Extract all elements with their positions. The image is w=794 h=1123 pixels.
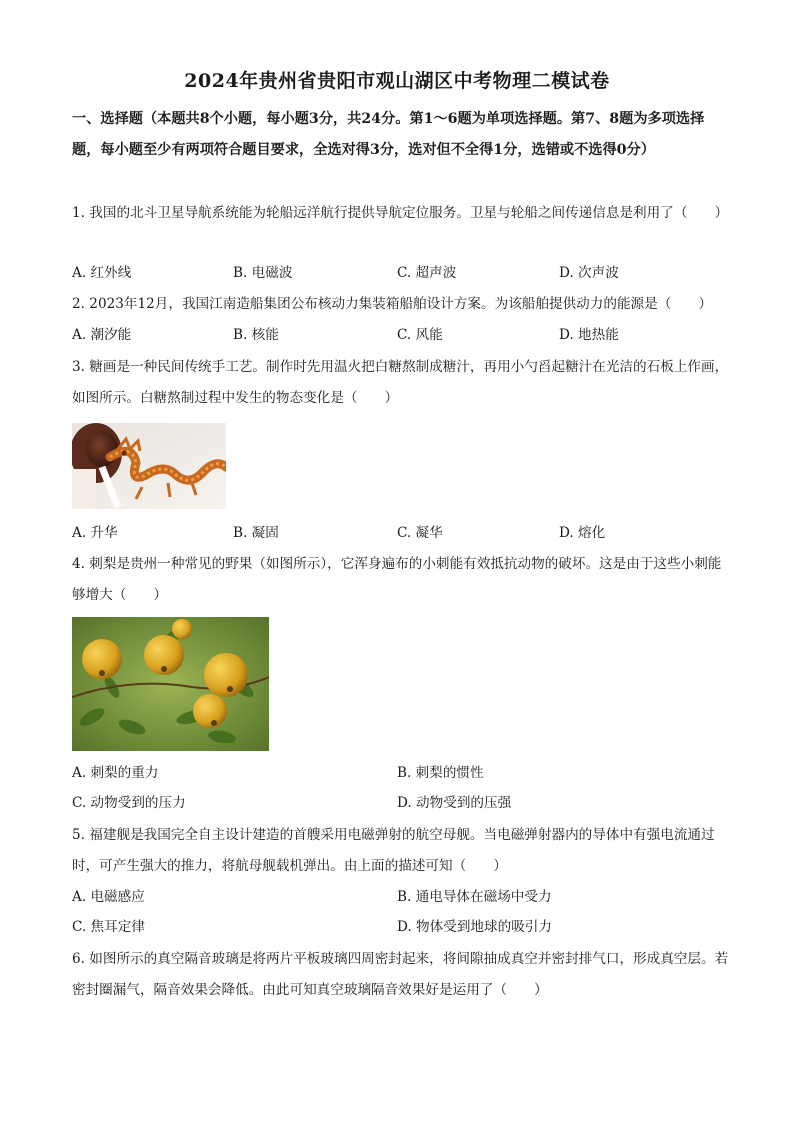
- q1-option-a[interactable]: A. 红外线: [72, 265, 132, 281]
- q1-option-c[interactable]: C. 超声波: [397, 265, 457, 281]
- q1-option-d[interactable]: D. 次声波: [559, 265, 619, 281]
- q2-option-c[interactable]: C. 风能: [397, 327, 443, 343]
- question-1-stem: 1. 我国的北斗卫星导航系统能为轮船远洋航行提供导航定位服务。卫星与轮船之间传递信息是利用了（ ）: [72, 205, 729, 221]
- q5-option-d[interactable]: D. 物体受到地球的吸引力: [397, 919, 552, 935]
- q1-option-b[interactable]: B. 电磁波: [233, 265, 293, 281]
- q2-option-a[interactable]: A. 潮汐能: [72, 327, 132, 343]
- section-heading-choice: 一、选择题（本题共8个小题，每小题3分，共24分。第1～6题为单项选择题。第7、8题为多项选择题，每小题至少有两项符合题目要求，全选对得3分，选对但不全得1分，选错或不选得0分）: [72, 111, 705, 158]
- q2-option-b[interactable]: B. 核能: [233, 327, 279, 343]
- question-4-options-row-2: [72, 788, 732, 819]
- q3-option-d[interactable]: D. 熔化: [559, 525, 606, 541]
- question-5-stem: 5. 福建舰是我国完全自主设计建造的首艘采用电磁弹射的航空母舰。当电磁弹射器内的导体中有强电流通过时，可产生强大的推力，将航母舰载机弹出。由上面的描述可知（ ）: [72, 827, 715, 874]
- q4-option-a[interactable]: A. 刺梨的重力: [72, 765, 159, 781]
- question-2-stem: 2. 2023年12月，我国江南造船集团公布核动力集装箱船舶设计方案。为该船舶提供动力的能源是（ ）: [72, 296, 713, 312]
- q3-option-b[interactable]: B. 凝固: [233, 525, 279, 541]
- q5-option-c[interactable]: C. 焦耳定律: [72, 919, 145, 935]
- rosa-roxburghii-image: [72, 617, 269, 751]
- q2-option-d[interactable]: D. 地热能: [559, 327, 619, 343]
- q5-option-b[interactable]: B. 通电导体在磁场中受力: [397, 889, 552, 905]
- question-2-options: [72, 320, 732, 351]
- q3-option-c[interactable]: C. 凝华: [397, 525, 443, 541]
- question-4-options-row-1: [72, 758, 732, 789]
- question-4-stem: 4. 刺梨是贵州一种常见的野果（如图所示），它浑身遍布的小刺能有效抵抗动物的破坏。这是由于这些小刺能够增大（ ）: [72, 556, 722, 603]
- question-5-options-row-1: [72, 882, 732, 913]
- question-3-options: [72, 518, 732, 549]
- question-6-stem: 6. 如图所示的真空隔音玻璃是将两片平板玻璃四周密封起来，将间隙抽成真空并密封排气口，形成真空层。若密封圈漏气，隔音效果会降低。由此可知真空玻璃隔音效果好是运用了（ ）: [72, 951, 729, 998]
- question-3-stem: 3. 糖画是一种民间传统手工艺。制作时先用温火把白糖熬制成糖汁，再用小勺舀起糖汁在光洁的石板上作画，如图所示。白糖熬制过程中发生的物态变化是（ ）: [72, 359, 729, 406]
- sugar-painting-image: [72, 423, 226, 509]
- q4-option-b[interactable]: B. 刺梨的惯性: [397, 765, 484, 781]
- question-1-options: [72, 258, 732, 289]
- q4-option-c[interactable]: C. 动物受到的压力: [72, 795, 186, 811]
- q5-option-a[interactable]: A. 电磁感应: [72, 889, 145, 905]
- q3-option-a[interactable]: A. 升华: [72, 525, 118, 541]
- q4-option-d[interactable]: D. 动物受到的压强: [397, 795, 512, 811]
- question-5-options-row-2: [72, 912, 732, 943]
- exam-title: 2024年贵州省贵阳市观山湖区中考物理二模试卷: [184, 70, 610, 92]
- rosa-roxburghii-photo: [72, 617, 269, 751]
- sugar-dragon-photo: [72, 423, 226, 509]
